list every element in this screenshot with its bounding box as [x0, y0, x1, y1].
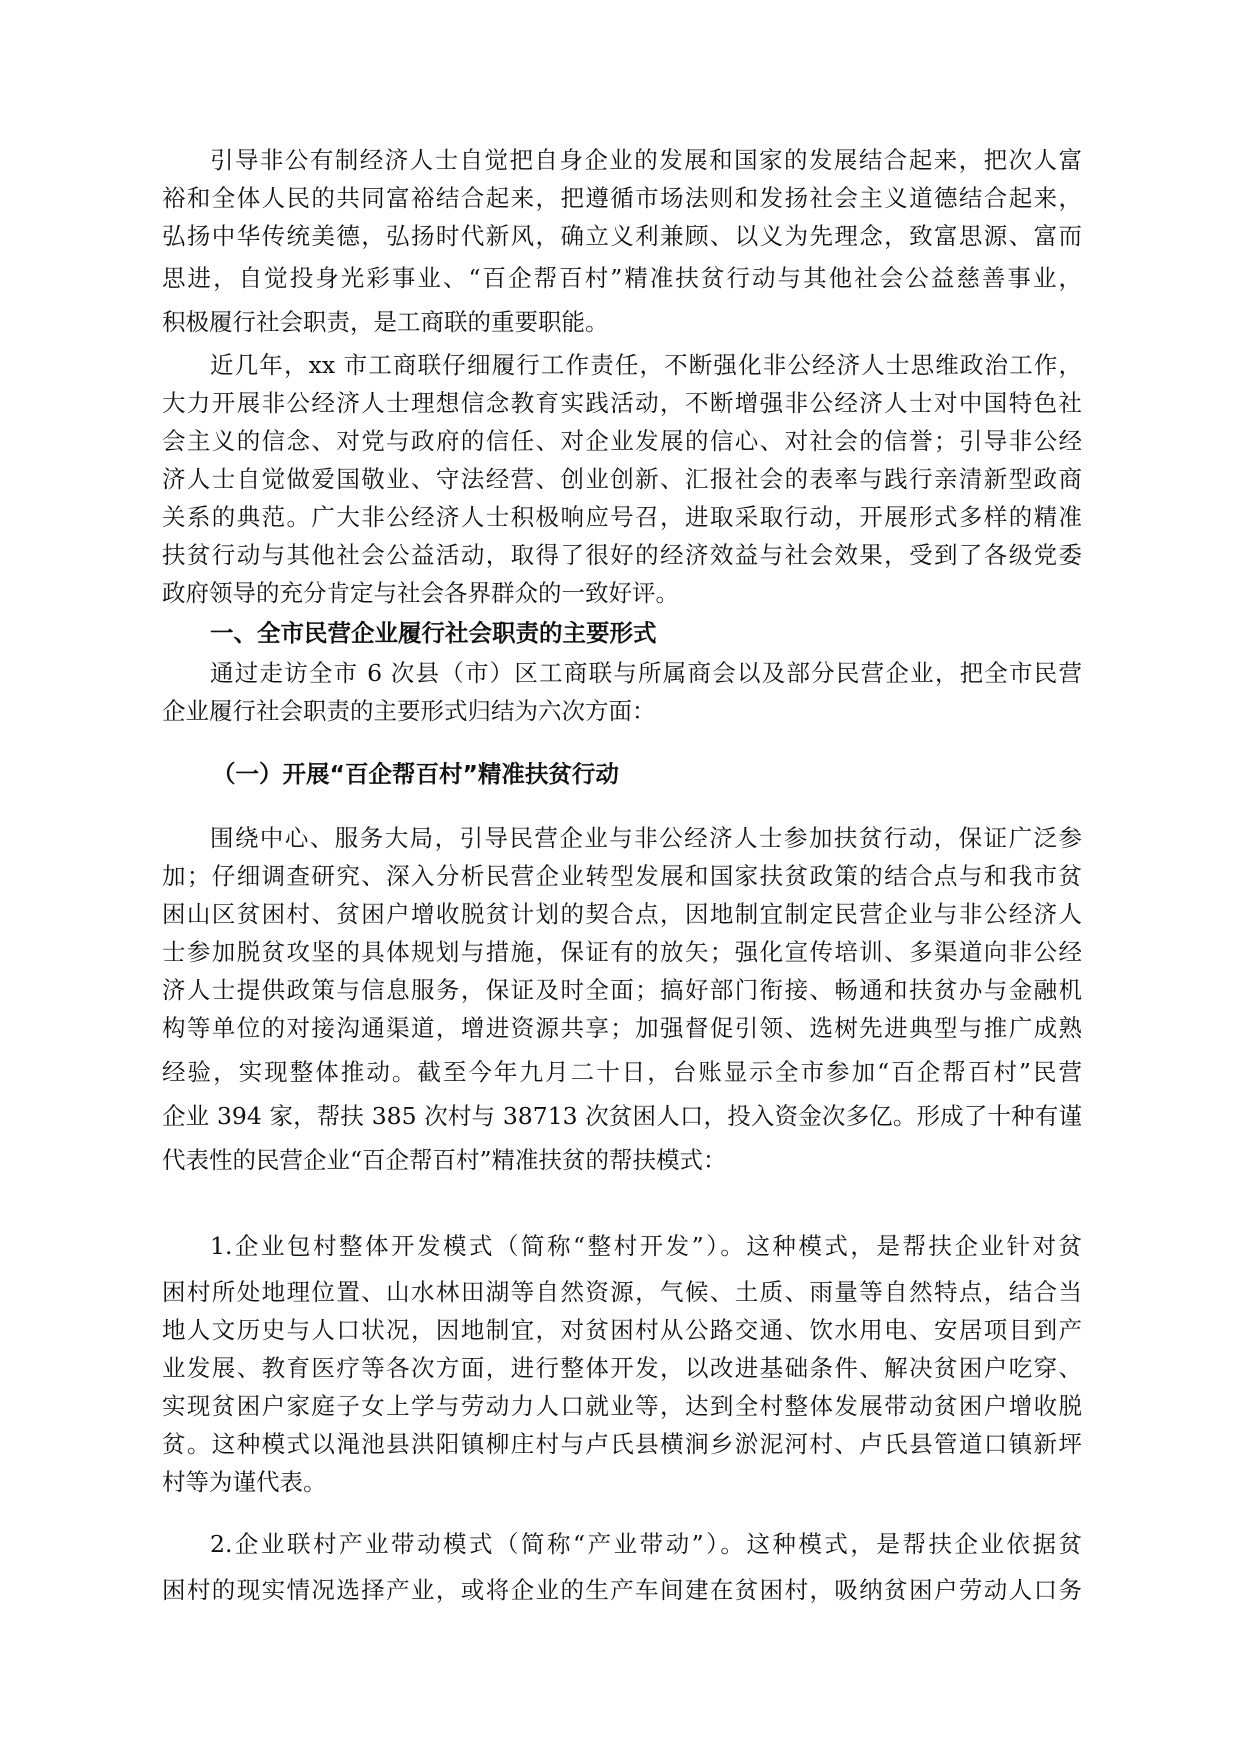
- paragraph-line: 困村的现实情况选择产业，或将企业的生产车间建在贫困村，吸纳贫困户劳动人口务: [162, 1576, 1082, 1604]
- paragraph-line: 会主义的信念、对党与政府的信任、对企业发展的信心、对社会的信誉；引导非公经: [162, 427, 1082, 455]
- paragraph-line: 实现贫困户家庭子女上学与劳动力人口就业等，达到全村整体发展带动贫困户增收脱: [162, 1392, 1082, 1420]
- paragraph-line: 2.企业联村产业带动模式（简称“产业带动”）。这种模式，是帮扶企业依据贫: [210, 1530, 1082, 1558]
- paragraph-line: 企业 394 家，帮扶 385 次村与 38713 次贫困人口，投入资金次多亿。形成了十种有谨: [162, 1102, 1082, 1130]
- paragraph-line: 济人士自觉做爱国敬业、守法经营、创业创新、汇报社会的表率与践行亲清新型政商: [162, 465, 1082, 493]
- paragraph-line: 扶贫行动与其他社会公益活动，取得了很好的经济效益与社会效果，受到了各级党委: [162, 541, 1082, 569]
- section-heading: 一、全市民营企业履行社会职责的主要形式: [210, 619, 657, 647]
- paragraph-line: 地人文历史与人口状况，因地制宜，对贫困村从公路交通、饮水用电、安居项目到产: [162, 1316, 1082, 1344]
- paragraph-line: 1.企业包村整体开发模式（简称“整村开发”）。这种模式，是帮扶企业针对贫: [210, 1232, 1082, 1260]
- paragraph-line: 关系的典范。广大非公经济人士积极响应号召，进取采取行动，开展形式多样的精准: [162, 503, 1082, 531]
- paragraph-line: 贫。这种模式以渑池县洪阳镇柳庄村与卢氏县横涧乡淤泥河村、卢氏县管道口镇新坪: [162, 1430, 1082, 1458]
- paragraph-line: 大力开展非公经济人士理想信念教育实践活动，不断增强非公经济人士对中国特色社: [162, 389, 1082, 417]
- paragraph-line: 政府领导的充分肯定与社会各界群众的一致好评。: [162, 579, 679, 607]
- paragraph-line: 引导非公有制经济人士自觉把自身企业的发展和国家的发展结合起来，把次人富: [210, 146, 1082, 174]
- paragraph-line: 近几年，xx 市工商联仔细履行工作责任，不断强化非公经济人士思维政治工作，: [210, 351, 1082, 379]
- paragraph-line: 企业履行社会职责的主要形式归结为六次方面：: [162, 697, 656, 725]
- paragraph-line: 围绕中心、服务大局，引导民营企业与非公经济人士参加扶贫行动，保证广泛参: [210, 824, 1082, 852]
- paragraph-line: 代表性的民营企业“百企帮百村”精准扶贫的帮扶模式：: [162, 1146, 727, 1174]
- paragraph-line: 村等为谨代表。: [162, 1468, 327, 1496]
- subsection-heading: （一）开展“百企帮百村”精准扶贫行动: [212, 760, 619, 788]
- paragraph-line: 加；仔细调查研究、深入分析民营企业转型发展和国家扶贫政策的结合点与和我市贫: [162, 862, 1082, 890]
- paragraph-line: 通过走访全市 6 次县（市）区工商联与所属商会以及部分民营企业，把全市民营: [210, 659, 1082, 687]
- paragraph-line: 业发展、教育医疗等各次方面，进行整体开发，以改进基础条件、解决贫困户吃穿、: [162, 1354, 1082, 1382]
- paragraph-line: 弘扬中华传统美德，弘扬时代新风，确立义利兼顾、以义为先理念，致富思源、富而: [162, 222, 1082, 250]
- paragraph-line: 济人士提供政策与信息服务，保证及时全面；搞好部门衔接、畅通和扶贫办与金融机: [162, 976, 1082, 1004]
- paragraph-line: 士参加脱贫攻坚的具体规划与措施，保证有的放矢；强化宣传培训、多渠道向非公经: [162, 938, 1082, 966]
- paragraph-line: 积极履行社会职责，是工商联的重要职能。: [162, 308, 609, 336]
- paragraph-line: 经验，实现整体推动。截至今年九月二十日，台账显示全市参加“百企帮百村”民营: [162, 1058, 1082, 1086]
- paragraph-line: 思进，自觉投身光彩事业、“百企帮百村”精准扶贫行动与其他社会公益慈善事业，: [162, 264, 1082, 292]
- paragraph-line: 构等单位的对接沟通渠道，增进资源共享；加强督促引领、选树先进典型与推广成熟: [162, 1014, 1082, 1042]
- paragraph-line: 困山区贫困村、贫困户增收脱贫计划的契合点，因地制宜制定民营企业与非公经济人: [162, 900, 1082, 928]
- paragraph-line: 困村所处地理位置、山水林田湖等自然资源，气候、土质、雨量等自然特点，结合当: [162, 1278, 1082, 1306]
- paragraph-line: 裕和全体人民的共同富裕结合起来，把遵循市场法则和发扬社会主义道德结合起来，: [162, 184, 1082, 212]
